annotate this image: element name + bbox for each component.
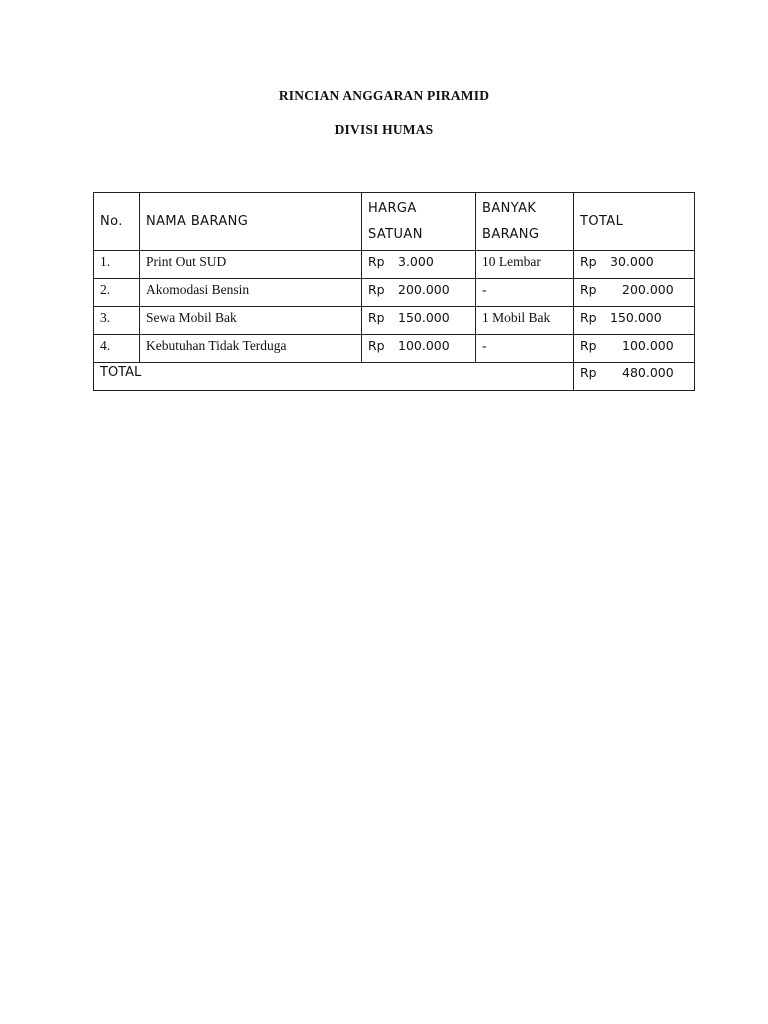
grand-total-row	[94, 363, 695, 391]
cell-banyak: 10 Lembar	[476, 251, 574, 279]
cell-banyak: 1 Mobil Bak	[476, 307, 574, 335]
header-banyak-barang	[476, 193, 574, 251]
currency-label: Rp	[368, 338, 385, 353]
header-total: TOTAL	[574, 193, 695, 251]
grand-total-label: TOTAL	[94, 363, 574, 391]
header-banyak-barang-line2: BARANG	[482, 226, 540, 242]
table-header-row	[94, 193, 695, 251]
header-no: No.	[94, 193, 140, 251]
cell-harga	[362, 251, 476, 279]
table-row	[94, 251, 695, 279]
cell-no: 2.	[94, 279, 140, 307]
cell-no: 4.	[94, 335, 140, 363]
currency-label: Rp	[580, 282, 597, 297]
cell-total	[574, 335, 695, 363]
header-banyak-barang-line1: BANYAK	[482, 200, 537, 216]
budget-table	[93, 192, 695, 391]
total-value: 100.000	[622, 338, 674, 353]
cell-total	[574, 279, 695, 307]
cell-harga	[362, 279, 476, 307]
header-harga-satuan	[362, 193, 476, 251]
table-row	[94, 335, 695, 363]
currency-label: Rp	[368, 282, 385, 297]
document-title: RINCIAN ANGGARAN PIRAMID	[278, 88, 490, 103]
cell-total	[574, 307, 695, 335]
currency-label: Rp	[580, 310, 597, 325]
cell-no: 1.	[94, 251, 140, 279]
cell-nama: Kebutuhan Tidak Terduga	[140, 335, 362, 363]
table-row	[94, 307, 695, 335]
currency-label: Rp	[368, 310, 385, 325]
cell-nama: Sewa Mobil Bak	[140, 307, 362, 335]
document-subtitle: DIVISI HUMAS	[334, 122, 434, 137]
currency-label: Rp	[368, 254, 385, 269]
total-value: 150.000	[610, 310, 662, 325]
cell-harga	[362, 307, 476, 335]
header-harga-satuan-line1: HARGA	[368, 200, 417, 216]
header-nama-barang: NAMA BARANG	[140, 193, 362, 251]
cell-banyak: -	[476, 279, 574, 307]
total-value: 200.000	[622, 282, 674, 297]
cell-nama: Print Out SUD	[140, 251, 362, 279]
currency-label: Rp	[580, 365, 597, 380]
table-row	[94, 279, 695, 307]
harga-value: 3.000	[398, 254, 434, 269]
cell-nama: Akomodasi Bensin	[140, 279, 362, 307]
harga-value: 100.000	[398, 338, 450, 353]
harga-value: 150.000	[398, 310, 450, 325]
header-harga-satuan-line2: SATUAN	[368, 226, 423, 242]
currency-label: Rp	[580, 338, 597, 353]
cell-total	[574, 251, 695, 279]
grand-total-value: 480.000	[622, 365, 674, 380]
total-value: 30.000	[610, 254, 654, 269]
cell-harga	[362, 335, 476, 363]
harga-value: 200.000	[398, 282, 450, 297]
currency-label: Rp	[580, 254, 597, 269]
cell-no: 3.	[94, 307, 140, 335]
cell-banyak: -	[476, 335, 574, 363]
grand-total-cell	[574, 363, 695, 391]
